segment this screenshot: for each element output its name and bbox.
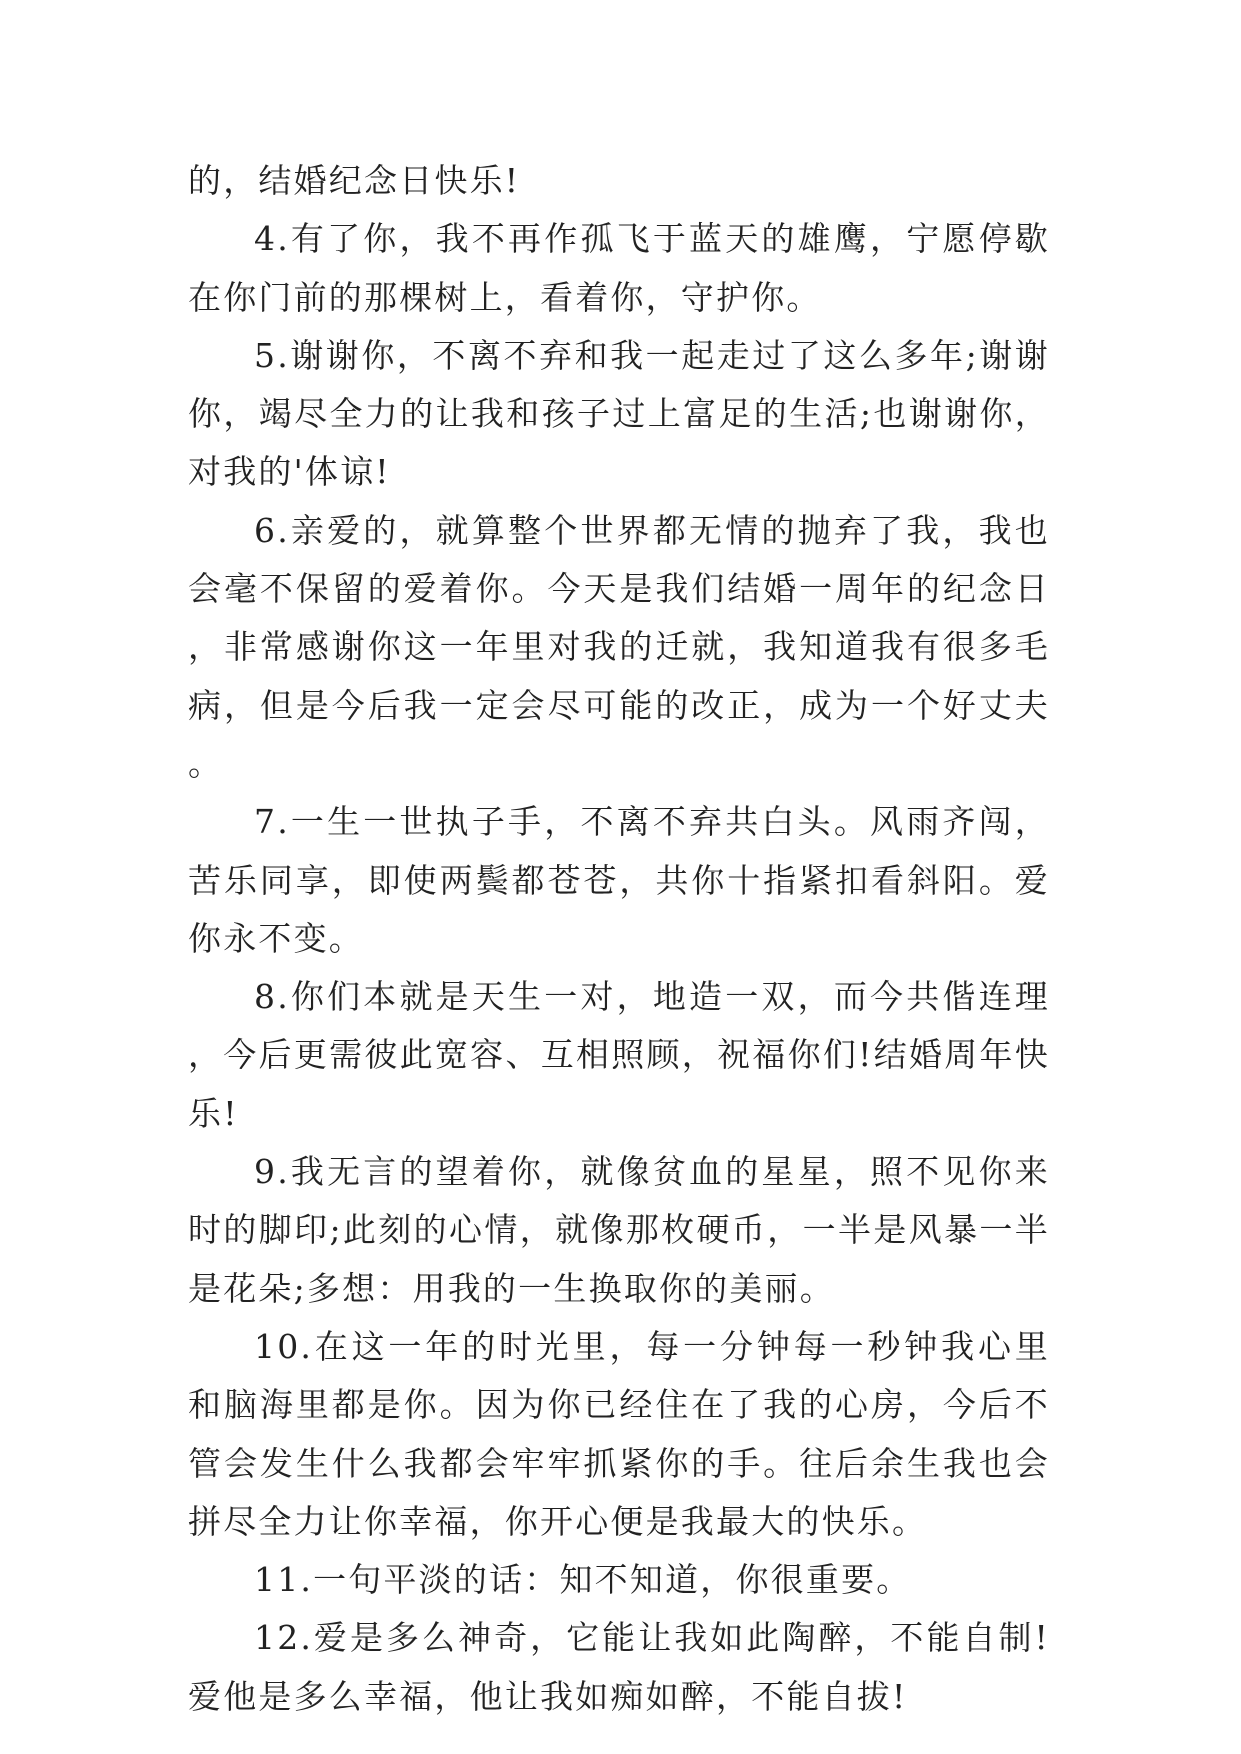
paragraph-item-8: 8.你们本就是天生一对，地造一双，而今共偕连理，今后更需彼此宽容、互相照顾，祝福你们!结婚周年快乐! — [188, 977, 1050, 1133]
paragraph-item-11: 11.一句平淡的话：知不知道，你很重要。 — [254, 1560, 912, 1600]
paragraph-item-9: 9.我无言的望着你，就像贫血的星星，照不见你来时的脚印;此刻的心情，就像那枚硬币，一半是风暴一半是花朵;多想：用我的一生换取你的美丽。 — [188, 1152, 1050, 1308]
paragraph-item-7: 7.一生一世执子手，不离不弃共白头。风雨齐闯，苦乐同享，即使两鬓都苍苍，共你十指紧扣看斜阳。爱你永不变。 — [188, 802, 1050, 958]
paragraph-item-5: 5.谢谢你，不离不弃和我一起走过了这么多年;谢谢你，竭尽全力的让我和孩子过上富足的生活;也谢谢你，对我的'体谅! — [188, 335, 1050, 492]
paragraph-continuation: 的，结婚纪念日快乐! — [188, 161, 521, 200]
paragraph-item-6: 6.亲爱的，就算整个世界都无情的抛弃了我，我也会毫不保留的爱着你。今天是我们结婚一周年的纪念日，非常感谢你这一年里对我的迁就，我知道我有很多毛病，但是今后我一定会尽可能的改正，成为一个好丈夫。 — [188, 510, 1050, 783]
document-body — [188, 152, 1050, 1726]
paragraph-item-12: 12.爱是多么神奇，它能让我如此陶醉，不能自制!爱他是多么幸福，他让我如痴如醉，不能自拔! — [188, 1618, 1050, 1716]
paragraph-item-10: 10.在这一年的时光里，每一分钟每一秒钟我心里和脑海里都是你。因为你已经住在了我的心房，今后不管会发生什么我都会牢牢抓紧你的手。往后余生我也会拼尽全力让你幸福，你开心便是我最大的快乐。 — [188, 1326, 1050, 1541]
paragraph-item-4: 4.有了你，我不再作孤飞于蓝天的雄鹰，宁愿停歇在你门前的那棵树上，看着你，守护你。 — [188, 219, 1050, 317]
